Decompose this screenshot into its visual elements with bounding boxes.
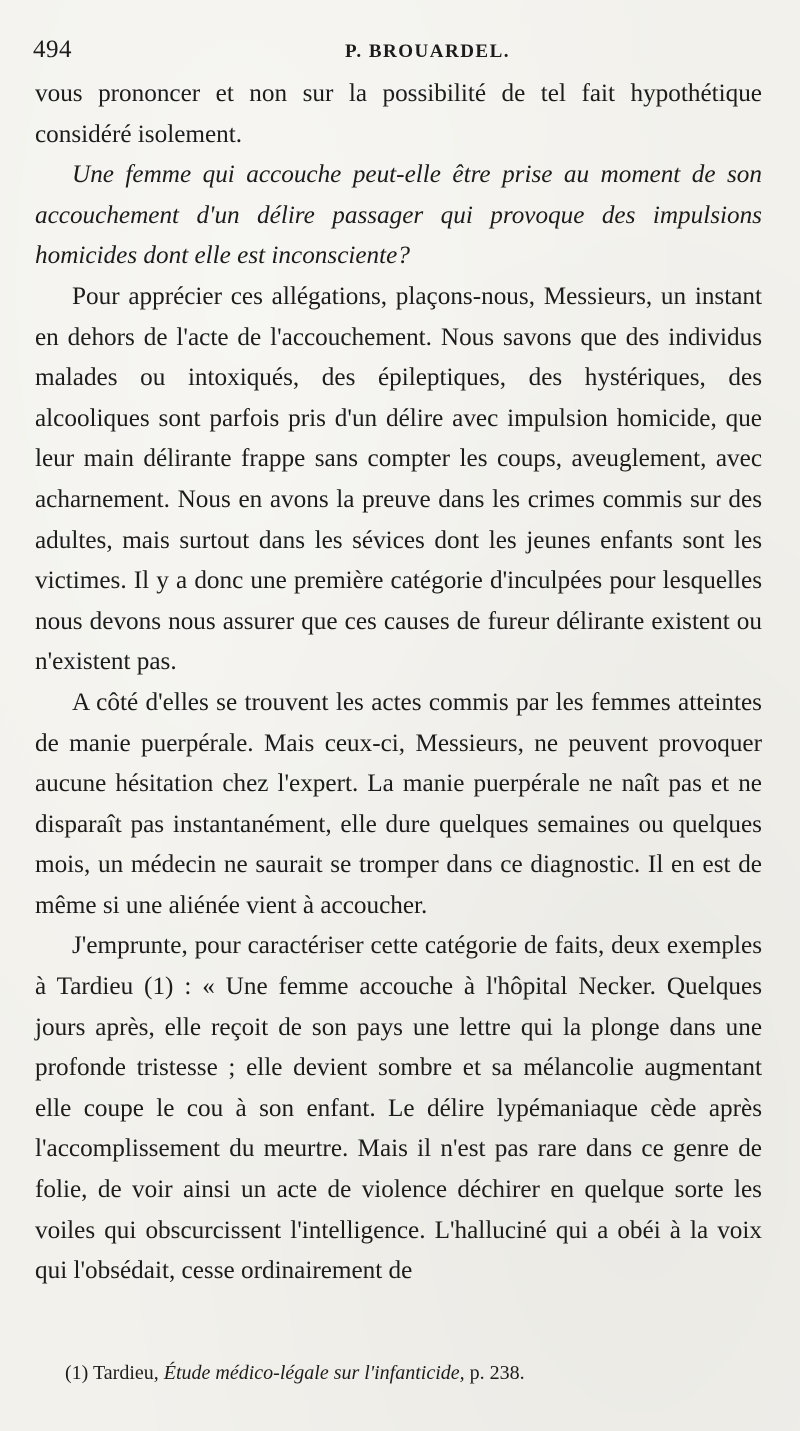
paragraph-continuation: vous prononcer et non sur la possibilité de tel fait hypothétique considéré isolement. (35, 80, 762, 148)
footnote-page: p. 238. (469, 1362, 525, 1384)
paragraph-question: Une femme qui accouche peut-elle être prise au moment de son accouchement d'un délire passager qui provoque des impulsions homicides dont elle est inconsciente? (35, 161, 762, 270)
footnote-author: Tardieu, (92, 1362, 159, 1384)
paragraph-puerperal-mania: A côté d'elles se trouvent les actes commis par les femmes atteintes de manie puerpérale. Mais ceux-ci, Messieurs, ne peuvent provoquer aucune hésitation chez l'expert. La manie puerpérale ne naît pas et ne disparaît pas instantanément, elle dure quelques semaines ou quelques mois, un médecin ne saurait se tromper dans ce diagnostic. Il en est de même si une aliénée vient à accoucher. (35, 688, 762, 919)
paragraph-allegations: Pour apprécier ces allégations, plaçons-nous, Messieurs, un instant en dehors de l'acte de l'accouchement. Nous savons que des individus malades ou intoxiqués, des épileptiques, des hystériques, des alcooliques sont parfois pris d'un délire avec impulsion homicide, que leur main délirante frappe sans compter les coups, aveuglement, avec acharnement. Nous en avons la preuve dans les crimes commis sur des adultes, mais surtout dans les sévices dont les jeunes enfants sont les victimes. Il y a donc une première catégorie d'inculpées pour lesquelles nous devons nous assurer que ces causes de fureur délirante existent ou n'existent pas. (35, 282, 762, 676)
footnote-work-title: Étude médico-légale sur l'infanticide, (163, 1362, 465, 1384)
footnote (65, 1360, 765, 1386)
paragraph-tardieu-example: J'emprunte, pour caractériser cette catégorie de faits, deux exemples à Tardieu (1) : « Une femme accouche à l'hôpital Necker. Quelques jours après, elle reçoit de son pays une lettre qui la plonge dans une profonde tristesse ; elle devient sombre et sa mélancolie augmentant elle coupe le cou à son enfant. Le délire lypémaniaque cède après l'accomplissement du meurtre. Mais il n'est pas rare dans ce genre de folie, de voir ainsi un acte de violence déchirer en quelque sorte les voiles qui obscurcissent l'intelligence. L'halluciné qui a obéi à la voix qui l'obsédait, cesse ordinairement de (35, 932, 762, 1285)
page-header (33, 36, 763, 66)
page-number: 494 (33, 36, 72, 63)
running-head: P. BROUARDEL. (345, 41, 511, 62)
footnote-marker: (1) (65, 1362, 89, 1384)
body-text (35, 74, 762, 1292)
